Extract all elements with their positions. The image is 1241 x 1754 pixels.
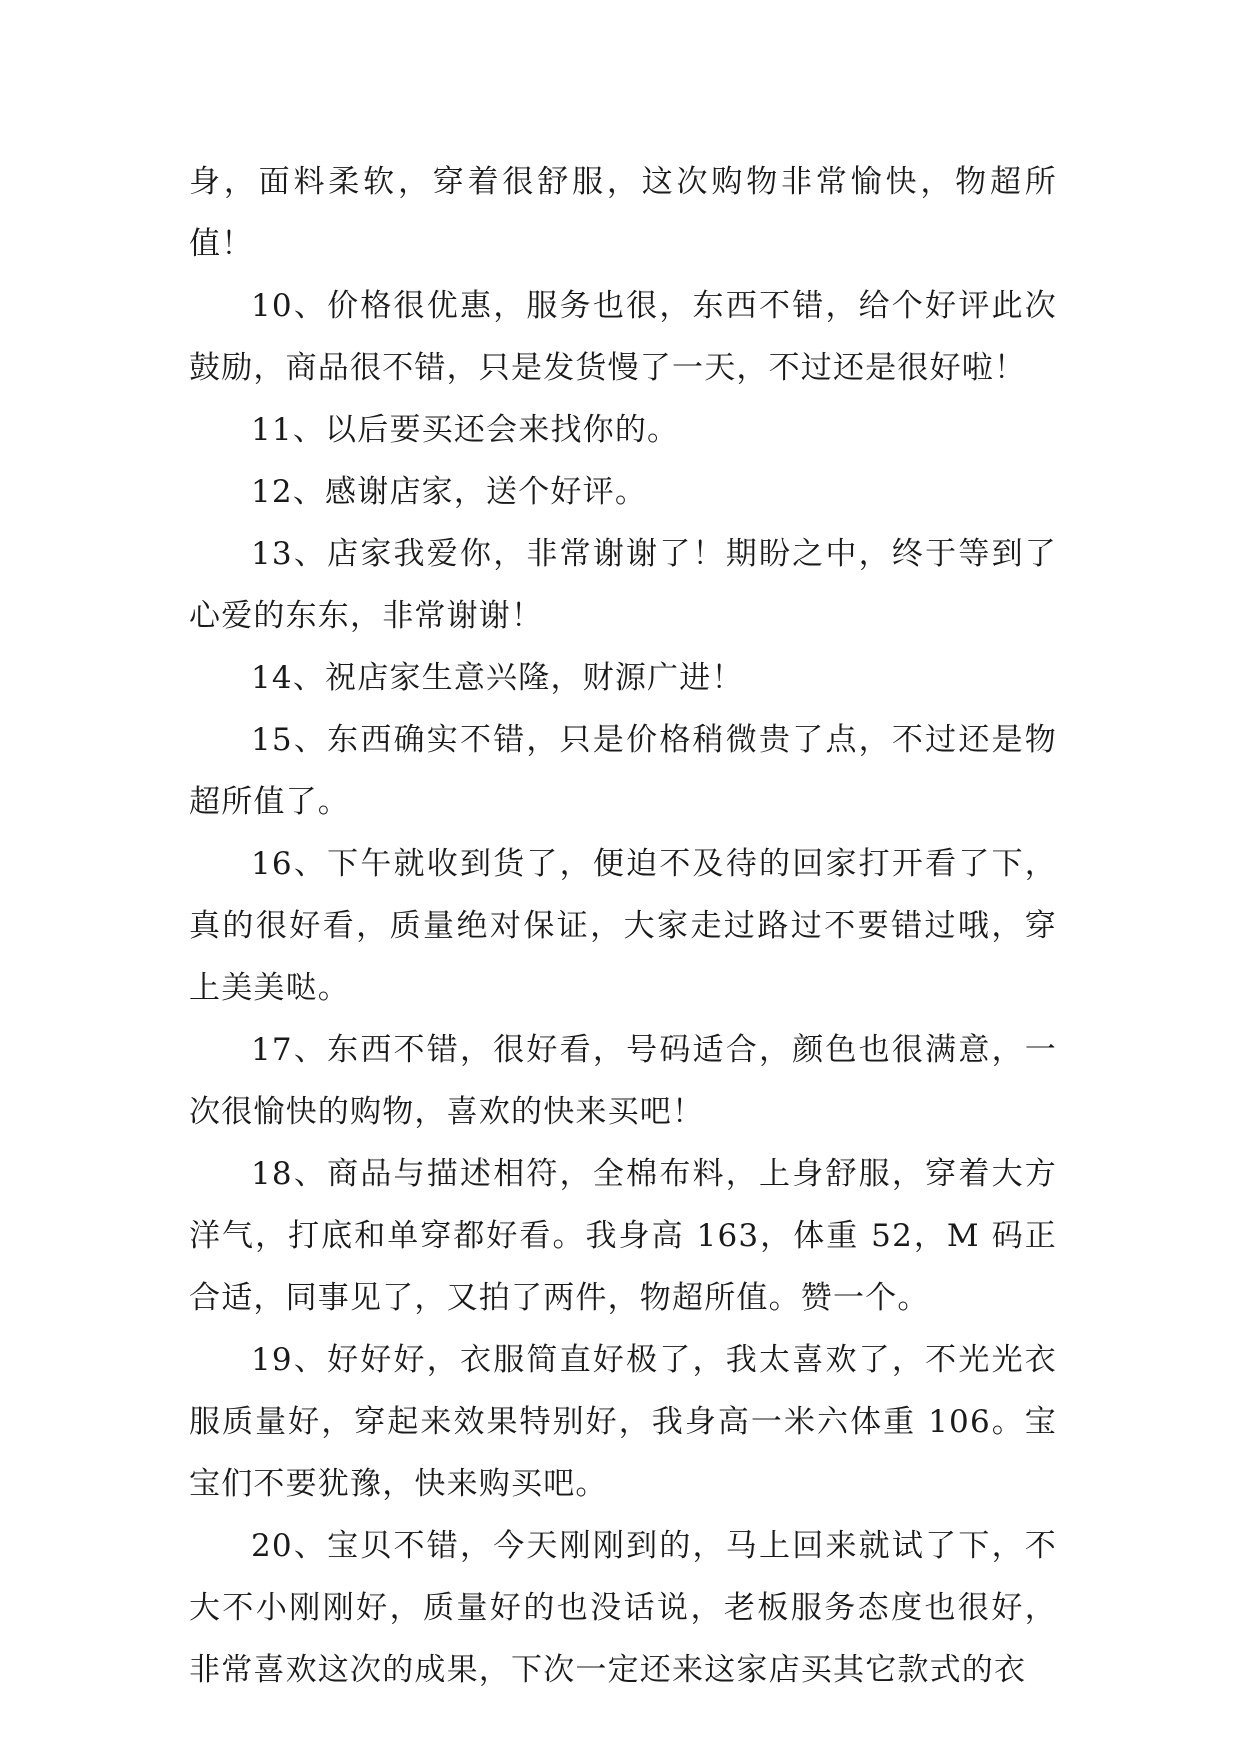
review-item-13: 13、店家我爱你，非常谢谢了！期盼之中，终于等到了心爱的东东，非常谢谢！ [189,536,1057,634]
review-item-16: 16、下午就收到货了，便迫不及待的回家打开看了下，真的很好看，质量绝对保证，大家走过路过不要错过哦，穿上美美哒。 [189,846,1057,1006]
review-item-18: 18、商品与描述相符，全棉布料，上身舒服，穿着大方洋气，打底和单穿都好看。我身高 163，体重 52，M 码正合适，同事见了，又拍了两件，物超所值。赞一个。 [189,1156,1057,1316]
review-item-19: 19、好好好，衣服简直好极了，我太喜欢了，不光光衣服质量好，穿起来效果特别好，我身高一米六体重 106。宝宝们不要犹豫，快来购买吧。 [189,1342,1057,1502]
review-item-14: 14、祝店家生意兴隆，财源广进！ [251,660,744,696]
paragraph-continuation: 身，面料柔软，穿着很舒服，这次购物非常愉快，物超所值！ [189,164,1057,262]
review-item-10: 10、价格很优惠，服务也很，东西不错，给个好评此次鼓励，商品很不错，只是发货慢了一天，不过还是很好啦！ [189,288,1057,386]
review-item-11: 11、以后要买还会来找你的。 [251,412,680,448]
review-item-15: 15、东西确实不错，只是价格稍微贵了点，不过还是物超所值了。 [189,722,1057,820]
document-body [189,151,1057,1701]
review-item-17: 17、东西不错，很好看，号码适合，颜色也很满意，一次很愉快的购物，喜欢的快来买吧！ [189,1032,1057,1130]
review-item-20: 20、宝贝不错，今天刚刚到的，马上回来就试了下，不大不小刚刚好，质量好的也没话说，老板服务态度也很好，非常喜欢这次的成果，下次一定还来这家店买其它款式的衣 [189,1528,1057,1688]
review-item-12: 12、感谢店家，送个好评。 [251,474,648,510]
